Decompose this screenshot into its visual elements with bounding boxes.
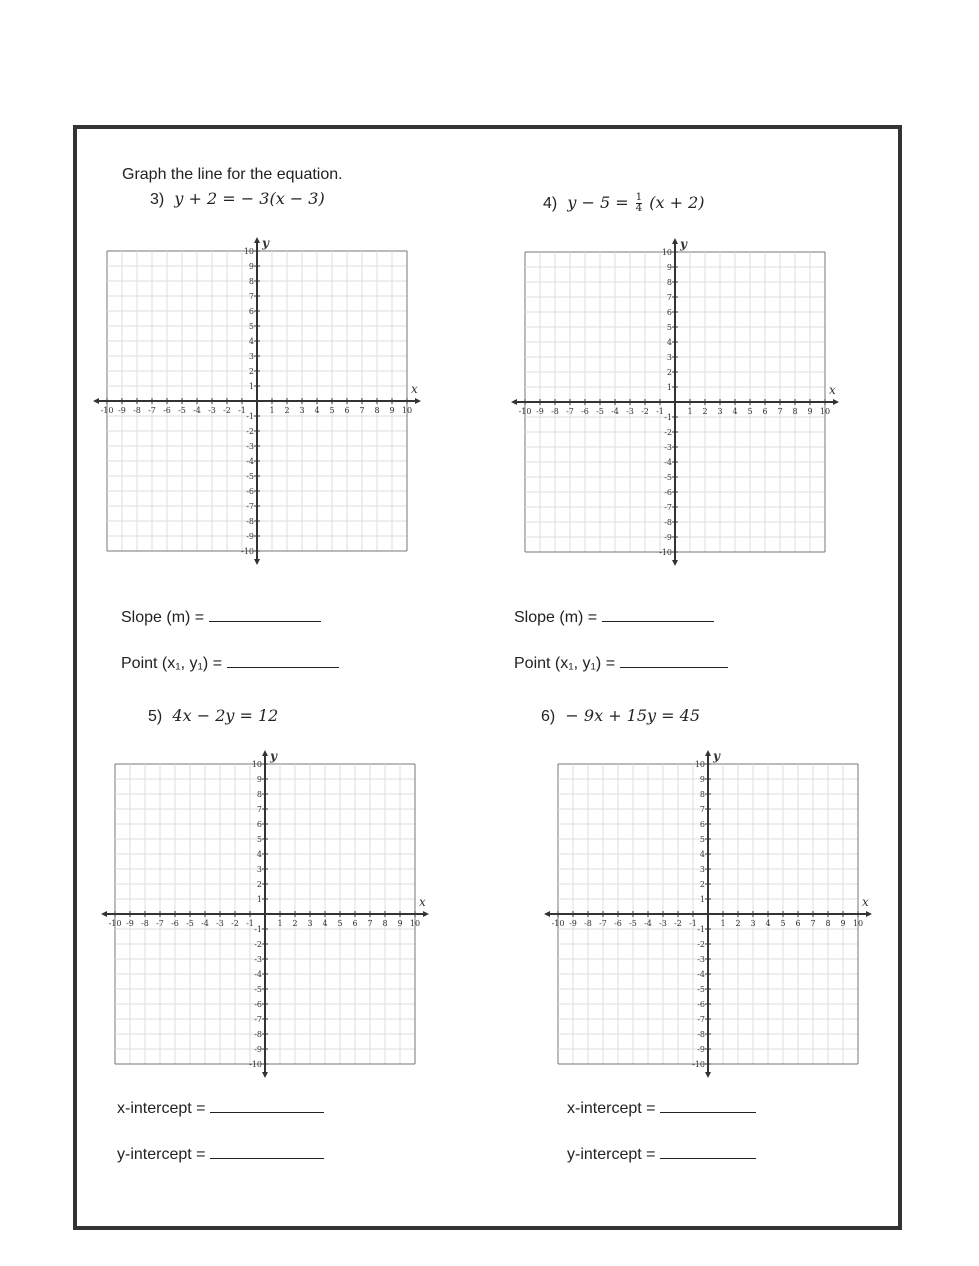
x-tick-label: -8 <box>133 406 141 415</box>
y-tick-label: 2 <box>256 880 262 889</box>
coordinate-grid-4[interactable] <box>518 237 836 557</box>
x-tick-label: 9 <box>807 407 813 416</box>
y-tick-label: -6 <box>246 487 254 496</box>
y-tick-label: -6 <box>697 1000 705 1009</box>
x-tick-label: -4 <box>644 919 652 928</box>
y-tick-label: -9 <box>664 533 672 542</box>
x-tick-label: -4 <box>201 919 209 928</box>
coordinate-grid-5[interactable] <box>108 749 426 1069</box>
problem-number: 4) <box>543 195 558 212</box>
x-tick-label: -8 <box>551 407 559 416</box>
slope-answer-4[interactable] <box>514 607 714 627</box>
fraction-numerator: 1 <box>635 192 643 203</box>
y-tick-label: -10 <box>659 548 672 557</box>
y-tick-label: -10 <box>692 1060 705 1069</box>
x-tick-label: 2 <box>284 406 290 415</box>
y-tick-label: 4 <box>248 337 254 346</box>
x-tick-label: 10 <box>401 406 413 415</box>
y-intercept-answer-6[interactable] <box>567 1144 756 1164</box>
y-tick-label: -4 <box>664 458 672 467</box>
y-tick-label: -9 <box>697 1045 705 1054</box>
answer-blank[interactable] <box>660 1098 756 1113</box>
x-tick-label: 5 <box>329 406 335 415</box>
y-tick-label: 1 <box>666 383 672 392</box>
answer-blank[interactable] <box>660 1144 756 1159</box>
y-tick-label: 4 <box>666 338 672 347</box>
coordinate-grid-3[interactable] <box>100 236 418 556</box>
x-tick-label: -1 <box>689 919 697 928</box>
x-tick-label: 9 <box>397 919 403 928</box>
y-tick-label: 10 <box>251 760 262 769</box>
x-tick-label: -9 <box>118 406 126 415</box>
answer-blank[interactable] <box>227 653 339 668</box>
equation-text: 4x − 2y = 12 <box>172 706 279 725</box>
y-tick-label: -10 <box>249 1060 262 1069</box>
x-tick-label: -6 <box>171 919 179 928</box>
y-tick-label: -8 <box>254 1030 262 1039</box>
y-tick-label: -7 <box>246 502 254 511</box>
y-tick-label: 4 <box>699 850 705 859</box>
instructions: Graph the line for the equation. <box>122 166 343 183</box>
y-tick-label: 8 <box>248 277 254 286</box>
y-tick-label: -3 <box>697 955 705 964</box>
y-tick-label: 3 <box>248 352 254 361</box>
x-tick-label: -6 <box>163 406 171 415</box>
y-tick-label: 7 <box>666 293 672 302</box>
y-tick-label: 8 <box>666 278 672 287</box>
x-tick-label: 9 <box>840 919 846 928</box>
x-tick-label: -4 <box>611 407 619 416</box>
x-tick-label: -5 <box>629 919 637 928</box>
y-tick-label: -1 <box>254 925 262 934</box>
equation-right: (x + 2) <box>649 193 705 212</box>
x-tick-label: 5 <box>337 919 343 928</box>
answer-label: x-intercept = <box>117 1100 206 1117</box>
y-tick-label: -2 <box>246 427 254 436</box>
y-tick-label: 4 <box>256 850 262 859</box>
y-tick-label: -7 <box>664 503 672 512</box>
y-tick-label: 9 <box>666 263 672 272</box>
x-tick-label: 4 <box>314 406 320 415</box>
answer-label: y-intercept = <box>117 1146 206 1163</box>
y-tick-label: -1 <box>246 412 254 421</box>
x-tick-label: -1 <box>238 406 246 415</box>
x-tick-label: 4 <box>732 407 738 416</box>
x-axis-label: x <box>411 382 418 396</box>
fraction-denominator: 4 <box>635 203 643 214</box>
y-axis-label: y <box>270 749 277 763</box>
answer-blank[interactable] <box>209 607 321 622</box>
x-tick-label: -2 <box>674 919 682 928</box>
y-tick-label: -2 <box>664 428 672 437</box>
problem-4-equation <box>543 193 705 214</box>
answer-label: Point (x₁, y₁) = <box>514 655 616 672</box>
y-tick-label: 3 <box>699 865 705 874</box>
y-tick-label: -8 <box>697 1030 705 1039</box>
x-tick-label: 4 <box>765 919 771 928</box>
problem-3-equation <box>150 189 325 209</box>
problem-number: 3) <box>150 191 165 208</box>
y-tick-label: 10 <box>694 760 705 769</box>
x-tick-label: 7 <box>777 407 783 416</box>
point-answer-3[interactable] <box>121 653 339 673</box>
x-tick-label: 2 <box>702 407 708 416</box>
y-tick-label: 7 <box>699 805 705 814</box>
x-tick-label: 1 <box>720 919 726 928</box>
x-axis-label: x <box>829 383 836 397</box>
x-tick-label: -3 <box>208 406 216 415</box>
x-tick-label: 10 <box>852 919 864 928</box>
y-intercept-answer-5[interactable] <box>117 1144 324 1164</box>
x-tick-label: -10 <box>108 919 122 928</box>
y-tick-label: 5 <box>666 323 672 332</box>
x-tick-label: -7 <box>566 407 574 416</box>
y-tick-label: -2 <box>697 940 705 949</box>
problem-6-equation <box>541 706 700 726</box>
y-tick-label: 1 <box>256 895 262 904</box>
y-tick-label: 2 <box>248 367 254 376</box>
y-axis-label: y <box>262 236 269 250</box>
answer-blank[interactable] <box>210 1144 324 1159</box>
problem-number: 5) <box>148 708 163 725</box>
x-tick-label: 8 <box>825 919 831 928</box>
x-tick-label: -7 <box>599 919 607 928</box>
x-tick-label: -6 <box>581 407 589 416</box>
y-tick-label: 6 <box>248 307 254 316</box>
x-tick-label: -9 <box>569 919 577 928</box>
y-tick-label: 9 <box>248 262 254 271</box>
y-tick-label: -5 <box>246 472 254 481</box>
answer-label: x-intercept = <box>567 1100 656 1117</box>
y-tick-label: -4 <box>697 970 705 979</box>
x-tick-label: -10 <box>518 407 532 416</box>
x-tick-label: -2 <box>231 919 239 928</box>
x-tick-label: 7 <box>359 406 365 415</box>
x-tick-label: 2 <box>735 919 741 928</box>
x-tick-label: 4 <box>322 919 328 928</box>
y-tick-label: 5 <box>256 835 262 844</box>
y-tick-label: 7 <box>256 805 262 814</box>
y-tick-label: 5 <box>248 322 254 331</box>
answer-label: Point (x₁, y₁) = <box>121 655 223 672</box>
equation-text: − 9x + 15y = 45 <box>565 706 701 725</box>
point-answer-4[interactable] <box>514 653 728 673</box>
coordinate-grid-6[interactable] <box>551 749 869 1069</box>
x-tick-label: 1 <box>269 406 275 415</box>
y-tick-label: 10 <box>661 248 672 257</box>
equation-text: y + 2 = − 3(x − 3) <box>174 189 325 208</box>
x-tick-label: -5 <box>178 406 186 415</box>
x-tick-label: 8 <box>382 919 388 928</box>
y-tick-label: -5 <box>664 473 672 482</box>
x-tick-label: 6 <box>795 919 801 928</box>
y-tick-label: 8 <box>256 790 262 799</box>
slope-answer-3[interactable] <box>121 607 321 627</box>
y-tick-label: 3 <box>666 353 672 362</box>
x-tick-label: -2 <box>223 406 231 415</box>
y-tick-label: 9 <box>256 775 262 784</box>
x-intercept-answer-6[interactable] <box>567 1098 756 1118</box>
y-tick-label: 5 <box>699 835 705 844</box>
y-tick-label: -6 <box>254 1000 262 1009</box>
x-tick-label: 3 <box>750 919 756 928</box>
y-tick-label: 1 <box>699 895 705 904</box>
x-tick-label: 3 <box>717 407 723 416</box>
y-tick-label: -8 <box>246 517 254 526</box>
x-tick-label: -4 <box>193 406 201 415</box>
y-tick-label: -7 <box>697 1015 705 1024</box>
x-tick-label: -3 <box>626 407 634 416</box>
x-tick-label: -2 <box>641 407 649 416</box>
y-tick-label: -1 <box>697 925 705 934</box>
x-tick-label: -7 <box>156 919 164 928</box>
x-tick-label: 5 <box>780 919 786 928</box>
y-tick-label: 1 <box>248 382 254 391</box>
x-tick-label: -9 <box>536 407 544 416</box>
answer-label: y-intercept = <box>567 1146 656 1163</box>
y-tick-label: 3 <box>256 865 262 874</box>
x-tick-label: 1 <box>277 919 283 928</box>
x-tick-label: -9 <box>126 919 134 928</box>
x-tick-label: 3 <box>299 406 305 415</box>
y-tick-label: -4 <box>254 970 262 979</box>
x-tick-label: -3 <box>216 919 224 928</box>
x-tick-label: 6 <box>344 406 350 415</box>
problem-5-equation <box>148 706 278 726</box>
x-intercept-answer-5[interactable] <box>117 1098 324 1118</box>
y-tick-label: -6 <box>664 488 672 497</box>
y-tick-label: 2 <box>699 880 705 889</box>
y-tick-label: 6 <box>256 820 262 829</box>
equation-left: y − 5 = <box>567 193 629 212</box>
y-tick-label: -9 <box>254 1045 262 1054</box>
x-tick-label: -10 <box>551 919 565 928</box>
x-tick-label: 5 <box>747 407 753 416</box>
y-tick-label: -2 <box>254 940 262 949</box>
y-tick-label: 8 <box>699 790 705 799</box>
y-tick-label: -3 <box>664 443 672 452</box>
x-tick-label: -7 <box>148 406 156 415</box>
y-tick-label: -5 <box>697 985 705 994</box>
x-tick-label: -1 <box>656 407 664 416</box>
x-tick-label: 10 <box>409 919 421 928</box>
problem-number: 6) <box>541 708 556 725</box>
y-tick-label: 7 <box>248 292 254 301</box>
y-tick-label: 9 <box>699 775 705 784</box>
answer-label: Slope (m) = <box>121 609 205 626</box>
y-tick-label: -3 <box>246 442 254 451</box>
x-tick-label: 1 <box>687 407 693 416</box>
y-tick-label: 2 <box>666 368 672 377</box>
y-axis-label: y <box>680 237 687 251</box>
y-tick-label: -10 <box>241 547 254 556</box>
y-tick-label: -9 <box>246 532 254 541</box>
x-axis-label: x <box>419 895 426 909</box>
y-tick-label: -5 <box>254 985 262 994</box>
x-tick-label: 6 <box>762 407 768 416</box>
y-axis-label: y <box>713 749 720 763</box>
x-tick-label: -10 <box>100 406 114 415</box>
x-tick-label: 9 <box>389 406 395 415</box>
x-tick-label: -6 <box>614 919 622 928</box>
fraction <box>636 193 642 214</box>
answer-blank[interactable] <box>210 1098 324 1113</box>
x-tick-label: 10 <box>819 407 831 416</box>
answer-label: Slope (m) = <box>514 609 598 626</box>
x-tick-label: -8 <box>584 919 592 928</box>
y-tick-label: -1 <box>664 413 672 422</box>
answer-blank[interactable] <box>602 607 714 622</box>
y-tick-label: 6 <box>699 820 705 829</box>
y-tick-label: 6 <box>666 308 672 317</box>
x-tick-label: 6 <box>352 919 358 928</box>
x-tick-label: -1 <box>246 919 254 928</box>
answer-blank[interactable] <box>620 653 728 668</box>
y-tick-label: 10 <box>243 247 254 256</box>
y-tick-label: -3 <box>254 955 262 964</box>
y-tick-label: -7 <box>254 1015 262 1024</box>
x-axis-label: x <box>862 895 869 909</box>
y-tick-label: -8 <box>664 518 672 527</box>
x-tick-label: -5 <box>596 407 604 416</box>
x-tick-label: -5 <box>186 919 194 928</box>
x-tick-label: 2 <box>292 919 298 928</box>
x-tick-label: 7 <box>810 919 816 928</box>
x-tick-label: 7 <box>367 919 373 928</box>
y-tick-label: -4 <box>246 457 254 466</box>
x-tick-label: 8 <box>792 407 798 416</box>
x-tick-label: -3 <box>659 919 667 928</box>
x-tick-label: 3 <box>307 919 313 928</box>
x-tick-label: -8 <box>141 919 149 928</box>
x-tick-label: 8 <box>374 406 380 415</box>
